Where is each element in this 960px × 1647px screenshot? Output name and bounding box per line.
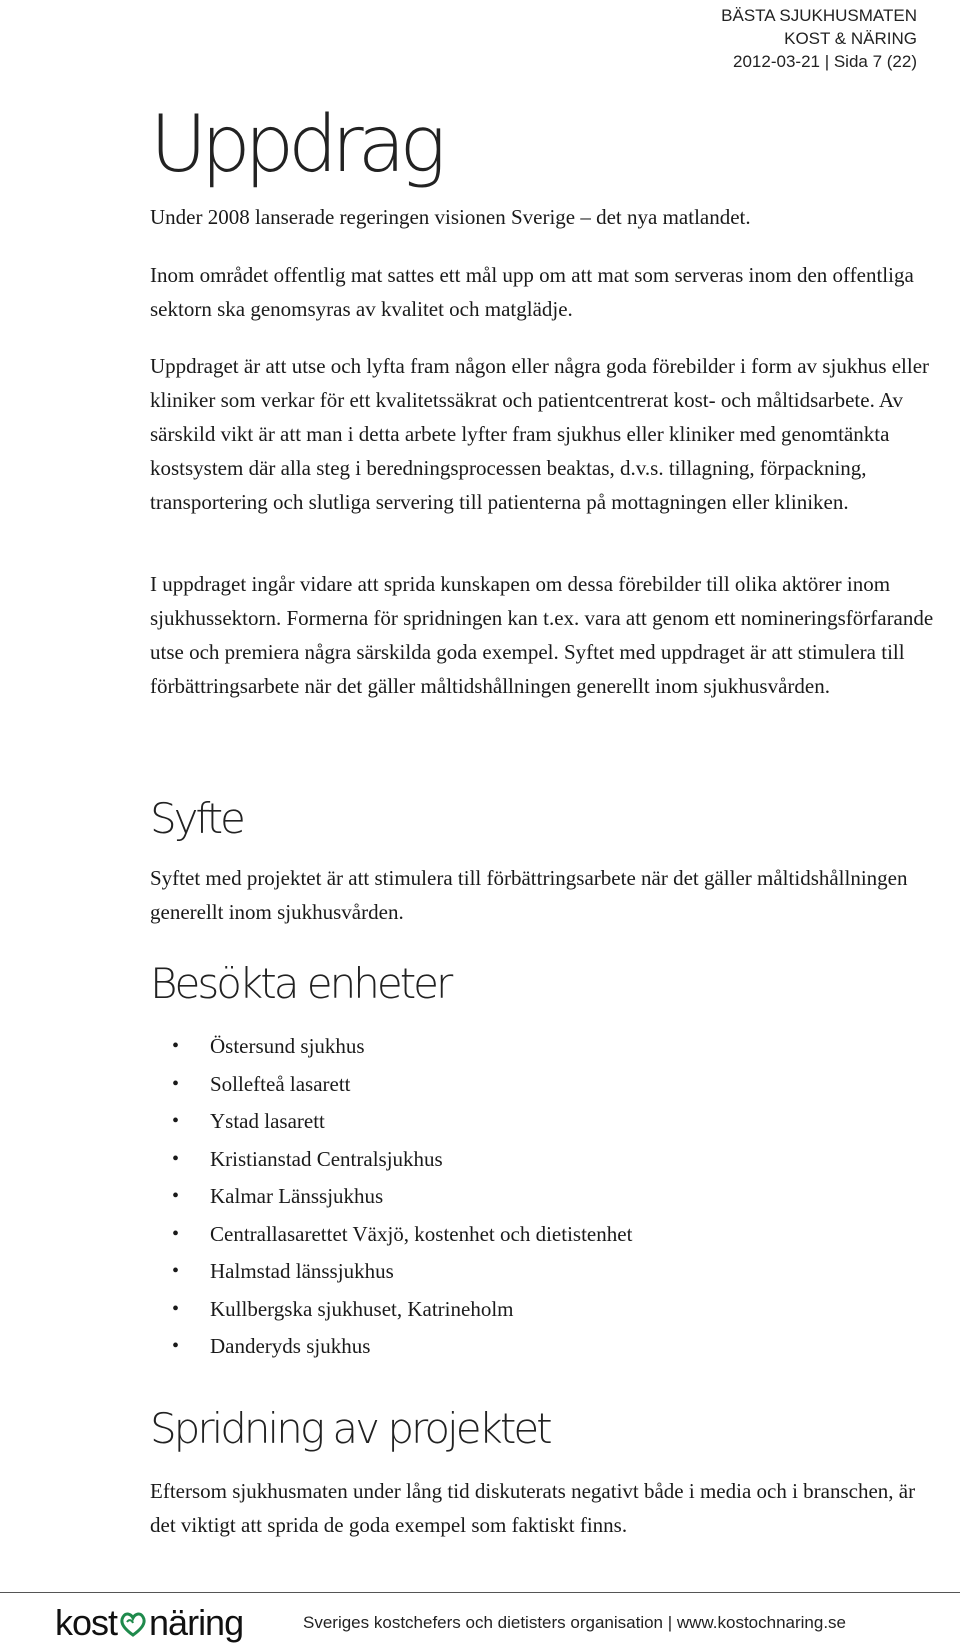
bullet-icon: • [172,1260,180,1282]
bullet-icon: • [172,1335,180,1357]
footer-organisation-text: Sveriges kostchefers och dietisters organisation | www.kostochnaring.se [303,1613,847,1632]
logo-text-naring: näring [149,1602,244,1643]
heading-syfte: Syfte [150,794,243,843]
list-item: • Sollefteå lasarett [150,1066,940,1104]
heading-besokta-enheter: Besökta enheter [150,959,451,1008]
bullet-icon: • [172,1185,180,1207]
heading-spridning-block [150,1405,940,1453]
spridning-paragraph: Eftersom sjukhusmaten under lång tid diskuterats negativt både i media och i branschen, är det viktigt att sprida de goda exempel som faktiskt finns. [150,1479,916,1537]
kost-naring-logo [55,1603,243,1643]
list-item: • Danderyds sjukhus [150,1328,940,1366]
bullet-icon: • [172,1147,180,1170]
paragraph-2: Inom området offentlig mat sattes ett mål upp om att mat som serveras inom den offentliga sektorn ska genomsyras av kvalitet och matglädje. [150,263,914,321]
page-header [721,4,917,73]
header-title: BÄSTA SJUKHUSMATEN [721,6,917,25]
list-item: • Kalmar Länssjukhus [150,1178,940,1216]
footer-divider [0,1592,960,1593]
logo-text-kost: kost [55,1602,118,1643]
list-item: • Centrallasarettet Växjö, kostenhet och dietistenhet [150,1216,940,1254]
paragraph-1-block [150,200,940,234]
syfte-paragraph: Syftet med projektet är att stimulera till förbättringsarbete när det gäller måltidshållningen generellt inom sjukhusvården. [150,866,908,924]
bullet-icon: • [172,1072,180,1095]
bullet-icon: • [172,1035,180,1057]
paragraph-4-block [150,567,940,703]
list-item: • Halmstad länssjukhus [150,1253,940,1291]
bullet-icon: • [172,1110,180,1132]
paragraph-2-block [150,258,940,326]
syfte-paragraph-block [150,861,940,929]
heading-syfte-block [150,795,940,843]
list-item: • Ystad lasarett [150,1103,940,1141]
paragraph-3-block [150,349,940,519]
units-list [150,1028,940,1366]
header-date-page: 2012-03-21 | Sida 7 (22) [733,52,917,71]
paragraph-3: Uppdraget är att utse och lyfta fram någon eller några goda förebilder i form av sjukhus eller kliniker som verkar för ett kvalitetssäkrat och patientcentrerat kost- och måltidsarbete. Av särskild vikt är att man i detta arbete lyfter fram sjukhus eller kliniker med genomtänkta kostsystem där alla steg i beredningsprocessen beaktas, d.v.s. tillagning, förpackning, transportering och slutliga servering till patienterna på mottagningen eller kliniken. [150,354,930,514]
bullet-icon: • [172,1222,180,1245]
header-subtitle: KOST & NÄRING [784,29,917,48]
heading-enheter-block [150,960,940,1008]
paragraph-4: I uppdraget ingår vidare att sprida kunskapen om dessa förebilder till olika aktörer inom sjukhussektorn. Formerna för spridningen kan t.ex. vara att genom ett nomineringsförfarande utse och premiera några särskilda goda exempel. Syftet med uppdraget är att stimulera till förbättringsarbete när det gäller måltidshållningen generellt inom sjukhusvården. [150,572,934,698]
spridning-paragraph-block [150,1474,940,1542]
list-item: • Kullbergska sjukhuset, Katrineholm [150,1291,940,1329]
heart-leaf-icon [118,1607,148,1637]
paragraph-1: Under 2008 lanserade regeringen visionen Sverige – det nya matlandet. [150,205,751,229]
heading-spridning: Spridning av projektet [150,1404,550,1453]
heading-uppdrag: Uppdrag [150,100,441,190]
list-item: • Östersund sjukhus [150,1028,940,1066]
list-item: • Kristianstad Centralsjukhus [150,1141,940,1179]
bullet-icon: • [172,1297,180,1320]
units-list-block [150,1028,940,1366]
